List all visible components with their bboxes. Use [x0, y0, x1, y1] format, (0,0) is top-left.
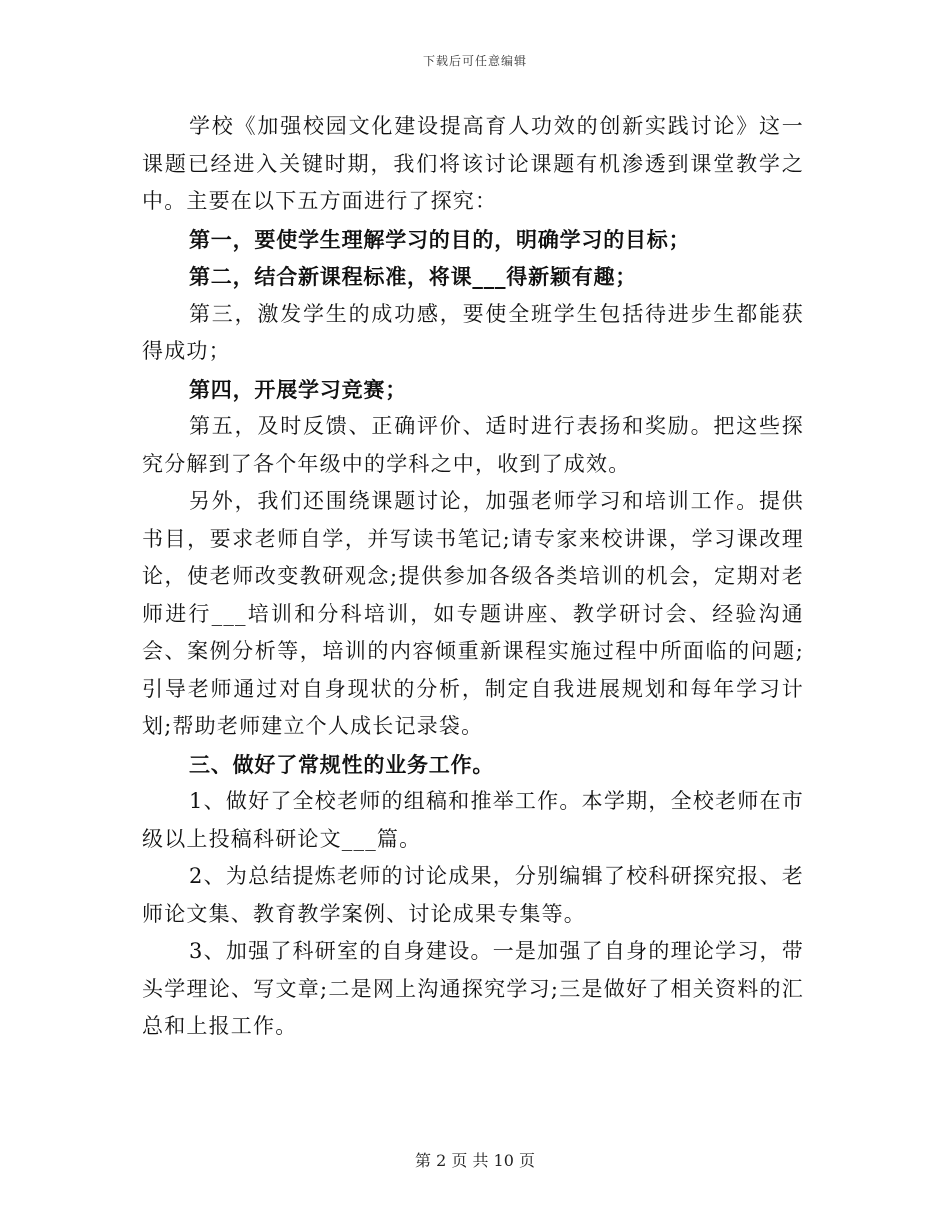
paragraph-item-1: 1、做好了全校老师的组稿和推举工作。本学期，全校老师在市级以上投稿科研论文___篇。: [142, 789, 804, 851]
paragraph-point-4: 第四，开展学习竞赛；: [189, 376, 407, 402]
paragraph-point-2: 第二，结合新课程标准，将课___得新颖有趣；: [189, 264, 638, 289]
page-number: 第 2 页 共 10 页: [415, 1151, 535, 1170]
paragraph-training: 另外，我们还围绕课题讨论，加强老师学习和培训工作。提供书目，要求老师自学，并写读书笔记;请专家来校讲课，学习课改理论，使老师改变教研观念;提供参加各级各类培训的机会，定期对老师进行___培训和分科培训，如专题讲座、教学研讨会、经验沟通会、案例分析等，培训的内容倾重新课程实施过程中所面临的问题;引导老师通过对自身现状的分析，制定自我进展规划和每年学习计划;帮助老师建立个人成长记录袋。: [142, 489, 804, 738]
section-heading: 三、做好了常规性的业务工作。: [189, 751, 495, 777]
paragraph-point-5: 第五，及时反馈、正确评价、适时进行表扬和奖励。把这些探究分解到了各个年级中的学科之中，收到了成效。: [142, 414, 804, 476]
paragraph-point-3: 第三，激发学生的成功感，要使全班学生包括待进步生都能获得成功；: [142, 301, 804, 363]
paragraph-item-2: 2、为总结提炼老师的讨论成果，分别编辑了校科研探究报、老师论文集、教育教学案例、讨论成果专集等。: [142, 864, 804, 926]
header-note: 下载后可任意编辑: [422, 54, 527, 68]
paragraph-intro: 学校《加强校园文化建设提高育人功效的创新实践讨论》这一课题已经进入关键时期，我们将该讨论课题有机渗透到课堂教学之中。主要在以下五方面进行了探究：: [142, 114, 804, 213]
paragraph-item-3: 3、加强了科研室的自身建设。一是加强了自身的理论学习，带头学理论、写文章;二是网上沟通探究学习;三是做好了相关资料的汇总和上报工作。: [142, 939, 804, 1038]
paragraph-point-1: 第一，要使学生理解学习的目的，明确学习的目标；: [189, 226, 691, 252]
document-body: [142, 108, 804, 1046]
